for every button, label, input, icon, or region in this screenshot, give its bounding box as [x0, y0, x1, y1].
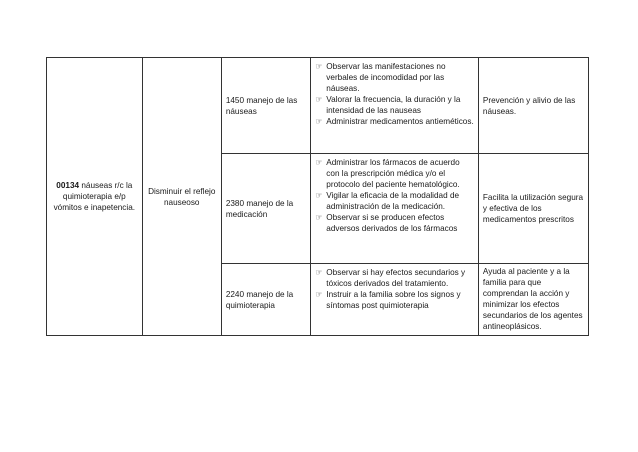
list-item: ☞ Vigilar la eficacia de la modalidad de administración de la medicación. [315, 191, 460, 211]
intervention-cell: 1450 manejo de las náuseas [221, 58, 310, 154]
actions-list [315, 267, 474, 311]
pointing-hand-icon: ☞ [315, 158, 323, 167]
rationale-cell: Prevención y alivio de las náuseas. [478, 58, 588, 154]
list-item: ☞ Administrar medicamentos antieméticos. [315, 117, 474, 126]
pointing-hand-icon: ☞ [315, 213, 323, 222]
list-item: ☞ Administrar los fármacos de acuerdo con la prescripción médica y/o el protocolo del paciente hematológico. [315, 158, 460, 189]
pointing-hand-icon: ☞ [315, 95, 323, 104]
actions-cell [311, 154, 479, 264]
actions-cell [311, 264, 479, 336]
actions-cell [311, 58, 479, 154]
intervention-cell: 2240 manejo de la quimioterapia [221, 264, 310, 336]
intervention-cell: 2380 manejo de la medicación [221, 154, 310, 264]
outcome-cell: Disminuir el reflejo nauseoso [142, 58, 221, 336]
care-plan-table [46, 57, 589, 336]
diagnosis-text: náuseas r/c la quimioterapia e/p vómitos e inapetencia. [53, 181, 136, 212]
list-item: ☞ Valorar la frecuencia, la duración y la intensidad de las nauseas [315, 95, 461, 115]
pointing-hand-icon: ☞ [315, 62, 323, 71]
pointing-hand-icon: ☞ [315, 268, 323, 277]
pointing-hand-icon: ☞ [315, 191, 323, 200]
pointing-hand-icon: ☞ [315, 290, 323, 299]
list-item: ☞ Observar si hay efectos secundarios y tóxicos derivados del tratamiento. [315, 268, 466, 288]
list-item: ☞ Observar si se producen efectos adversos derivados de los fármacos [315, 213, 458, 233]
rationale-cell: Facilita la utilización segura y efectiva de los medicamentos prescritos [478, 154, 588, 264]
actions-list [315, 157, 474, 234]
diagnosis-code: 00134 [56, 181, 80, 190]
pointing-hand-icon: ☞ [315, 117, 323, 126]
list-item: ☞ Observar las manifestaciones no verbales de incomodidad por las náuseas. [315, 62, 446, 93]
actions-list [315, 61, 474, 127]
diagnosis-cell [47, 58, 143, 336]
list-item: ☞ Instruir a la familia sobre los signos y síntomas post quimioterapia [315, 290, 461, 310]
table-row [47, 58, 589, 154]
rationale-cell: Ayuda al paciente y a la familia para que comprendan la acción y minimizar los efectos secundarios de los agentes antineoplásicos. [478, 264, 588, 336]
